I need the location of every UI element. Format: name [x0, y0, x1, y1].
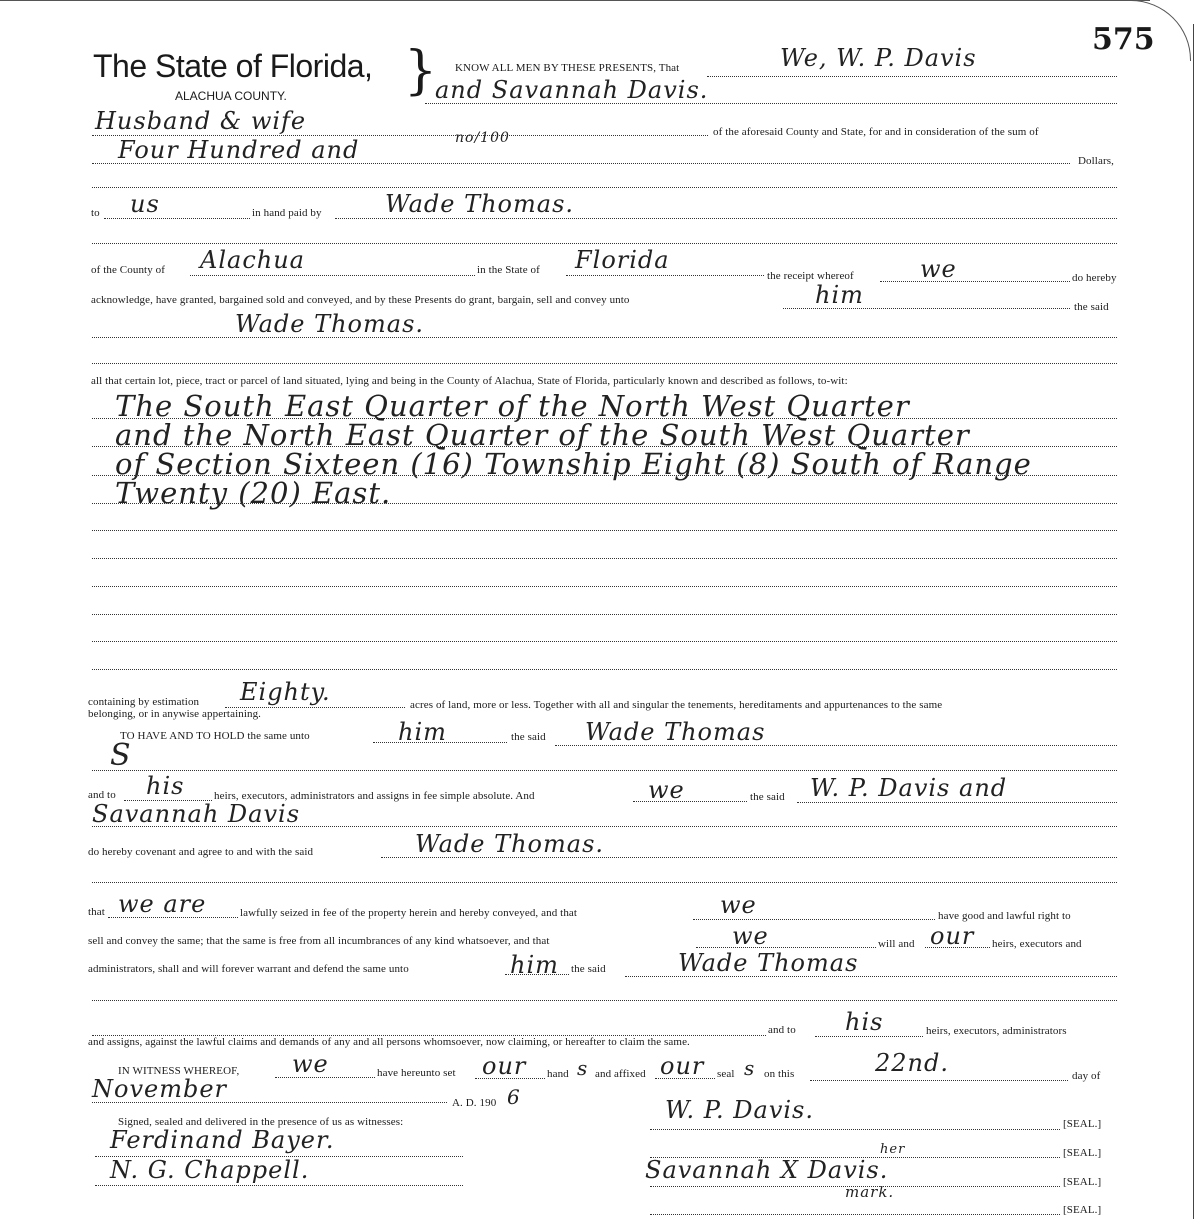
fill-line: [505, 974, 569, 975]
fill-line: [92, 363, 1117, 364]
description-line-2: and the North East Quarter of the South West Quarter: [115, 418, 970, 452]
fill-line: [92, 163, 1070, 164]
receipt-by: we: [920, 255, 957, 283]
fill-line: [650, 1186, 1060, 1187]
the-said-text-4: the said: [571, 963, 606, 975]
grantor-line-1: We, W. P. Davis: [780, 44, 977, 72]
the-said-text-2: the said: [511, 731, 546, 743]
fill-line: [381, 857, 1117, 858]
our-2: our: [482, 1052, 527, 1080]
fill-line: [190, 275, 475, 276]
fill-line: [797, 802, 1117, 803]
hold-unto: him: [398, 718, 447, 746]
fill-line: [104, 218, 250, 219]
fill-line: [693, 919, 935, 920]
signature-1: W. P. Davis.: [665, 1096, 815, 1124]
all-that-text: all that certain lot, piece, tract or parcel of land situated, lying and being in the County of Alachua, State of Florida, particularly known and described as follows, to-wit:: [91, 375, 848, 387]
fill-line: [475, 1078, 545, 1079]
and-assigns-text: and assigns, against the lawful claims and demands of any and all persons whomsoever, now claiming, or hereafter to claim the same.: [88, 1036, 690, 1048]
know-all-text: KNOW ALL MEN BY THESE PRESENTS, That: [455, 62, 680, 74]
fill-line: [925, 947, 990, 948]
day-of-text: day of: [1072, 1070, 1101, 1082]
witness-2: N. G. Chappell.: [110, 1156, 310, 1184]
sell-convey-text: sell and convey the same; that the same is free from all incumbrances of any kind whatsoever, and that: [88, 935, 550, 947]
fill-line: [95, 1185, 463, 1186]
that-we: we: [720, 891, 757, 919]
fill-line: [633, 801, 747, 802]
stroke-mark: S: [110, 738, 132, 773]
fill-line: [625, 976, 1117, 977]
to-whom: us: [130, 190, 160, 218]
fill-line: [92, 187, 1117, 188]
description-line-1: The South East Quarter of the North West Quarter: [115, 389, 910, 423]
and-to-text-2: and to: [768, 1024, 796, 1036]
fill-line: [92, 558, 1117, 559]
have-hereunto-text: have hereunto set: [377, 1067, 456, 1079]
seal-label-2: [SEAL.]: [1063, 1147, 1102, 1159]
heirs-of: his: [146, 772, 185, 800]
mark-label: mark.: [845, 1183, 895, 1201]
witness-we: we: [292, 1050, 329, 1078]
county: Alachua: [200, 246, 305, 274]
in-hand-text: in hand paid by: [252, 207, 322, 219]
defend-grantee: Wade Thomas: [678, 949, 859, 977]
to-text: to: [91, 207, 100, 219]
fill-line: [335, 218, 1117, 219]
to-have-text: TO HAVE AND TO HOLD the same unto: [120, 730, 310, 742]
fill-line: [783, 308, 1070, 309]
grantor-line-2: and Savannah Davis.: [435, 76, 709, 104]
hold-grantee: Wade Thomas: [585, 718, 766, 746]
grantee: Wade Thomas.: [235, 310, 425, 338]
covenant-with: Wade Thomas.: [415, 830, 605, 858]
that-we-2: we: [732, 922, 769, 950]
amount: Four Hundred and: [118, 136, 360, 164]
administrators-text: administrators, shall and will forever warrant and defend the same unto: [88, 963, 409, 975]
fill-line: [275, 1077, 375, 1078]
state: Florida: [575, 246, 670, 274]
fill-line: [92, 882, 1117, 883]
seal-label-4: [SEAL.]: [1063, 1204, 1102, 1216]
dollars-text: Dollars,: [1078, 155, 1114, 167]
heirs-admin-text: heirs, executors, administrators: [926, 1025, 1067, 1037]
witness-1: Ferdinand Bayer.: [110, 1126, 335, 1154]
fill-line: [92, 337, 1117, 338]
hands-s: s: [577, 1056, 589, 1080]
seal-on-text: seal: [717, 1068, 735, 1080]
the-said-text: the said: [1074, 301, 1109, 313]
containing-text: containing by estimation: [88, 696, 200, 708]
fill-line: [92, 243, 1117, 244]
fill-line: [92, 826, 1117, 827]
county-title: ALACHUA COUNTY.: [175, 89, 287, 103]
our: our: [930, 922, 975, 950]
our-3: our: [660, 1052, 705, 1080]
month: November: [92, 1075, 228, 1103]
signature-2: Savannah X Davis.: [645, 1156, 889, 1184]
unto: him: [815, 281, 864, 309]
fill-line: [92, 503, 1117, 504]
seals-s: s: [744, 1056, 756, 1080]
fill-line: [373, 742, 507, 743]
receipt-text: the receipt whereof: [767, 270, 854, 282]
grantors-b: Savannah Davis: [92, 800, 301, 828]
description-line-3: of Section Sixteen (16) Township Eight (8) South of Range: [115, 447, 1032, 481]
have-good-text: have good and lawful right to: [938, 910, 1071, 922]
seal-label-3: [SEAL.]: [1063, 1176, 1102, 1188]
of-county-text: of the County of: [91, 264, 166, 276]
fill-line: [92, 770, 1117, 771]
brace-glyph: }: [404, 41, 438, 101]
fill-line: [92, 586, 1117, 587]
year-digit: 6: [507, 1085, 521, 1109]
will-and-text: will and: [878, 938, 915, 950]
relation: Husband & wife: [95, 107, 307, 135]
heirs-exec-text: heirs, executors, administrators and assigns in fee simple absolute. And: [214, 790, 535, 802]
signed-text: Signed, sealed and delivered in the presence of us as witnesses:: [118, 1116, 404, 1128]
paid-by: Wade Thomas.: [385, 190, 575, 218]
acres-text: acres of land, more or less. Together with all and singular the tenements, hereditaments and appurtenances to the same: [410, 699, 943, 711]
page-edge-top: [0, 0, 1150, 1]
and-to-text: and to: [88, 789, 116, 801]
lawfully-text: lawfully seized in fee of the property herein and hereby conveyed, and that: [240, 907, 578, 919]
fill-line: [108, 917, 238, 918]
fill-line: [566, 275, 764, 276]
amount-cents: no/100: [455, 130, 510, 146]
acres: Eighty.: [240, 678, 331, 706]
fill-line: [92, 669, 1117, 670]
belonging-text: belonging, or in anywise appertaining.: [88, 708, 262, 720]
fill-line: [880, 281, 1070, 282]
description-line-4: Twenty (20) East.: [115, 476, 392, 510]
on-this-text: on this: [764, 1068, 795, 1080]
hand-text: hand: [547, 1068, 569, 1080]
fill-line: [92, 1000, 1117, 1001]
page-edge-right: [1193, 24, 1194, 1219]
in-state-text: in the State of: [477, 264, 540, 276]
grantors-a: W. P. Davis and: [810, 774, 1008, 802]
fill-line: [425, 103, 1117, 104]
fill-line: [650, 1129, 1060, 1130]
covenant-text: do hereby covenant and agree to and with the said: [88, 846, 314, 858]
the-said-text-3: the said: [750, 791, 785, 803]
page-number: 575: [1092, 22, 1155, 57]
fill-line: [92, 614, 1117, 615]
fill-line: [810, 1080, 1068, 1081]
and-affixed-text: and affixed: [595, 1068, 646, 1080]
fill-line: [696, 947, 876, 948]
fill-line: [92, 641, 1117, 642]
fill-line: [650, 1214, 1060, 1215]
aforesaid-text: of the aforesaid County and State, for and in consideration of the sum of: [713, 126, 1039, 138]
fill-line: [655, 1078, 715, 1079]
ad-text: A. D. 190: [452, 1097, 497, 1109]
defend-unto: him: [510, 951, 559, 979]
acknowledge-text: acknowledge, have granted, bargained sold and conveyed, and by these Presents do grant, bargain, sell and convey unto: [91, 294, 630, 306]
heirs-exec-and-text: heirs, executors and: [992, 938, 1082, 950]
her-label: her: [880, 1142, 906, 1157]
and-we: we: [648, 776, 685, 804]
fill-line: [707, 76, 1117, 77]
that-text: that: [88, 906, 105, 918]
fill-line: [815, 1036, 923, 1037]
fill-line: [555, 745, 1117, 746]
and-to-his: his: [845, 1008, 884, 1036]
seal-label-1: [SEAL.]: [1063, 1118, 1102, 1130]
state-title: The State of Florida,: [93, 48, 373, 84]
fill-line: [92, 530, 1117, 531]
we-are: we are: [118, 890, 207, 918]
witness-text: IN WITNESS WHEREOF,: [118, 1065, 240, 1077]
fill-line: [92, 1102, 447, 1103]
do-hereby-text: do hereby: [1072, 272, 1117, 284]
day: 22nd.: [875, 1049, 949, 1077]
